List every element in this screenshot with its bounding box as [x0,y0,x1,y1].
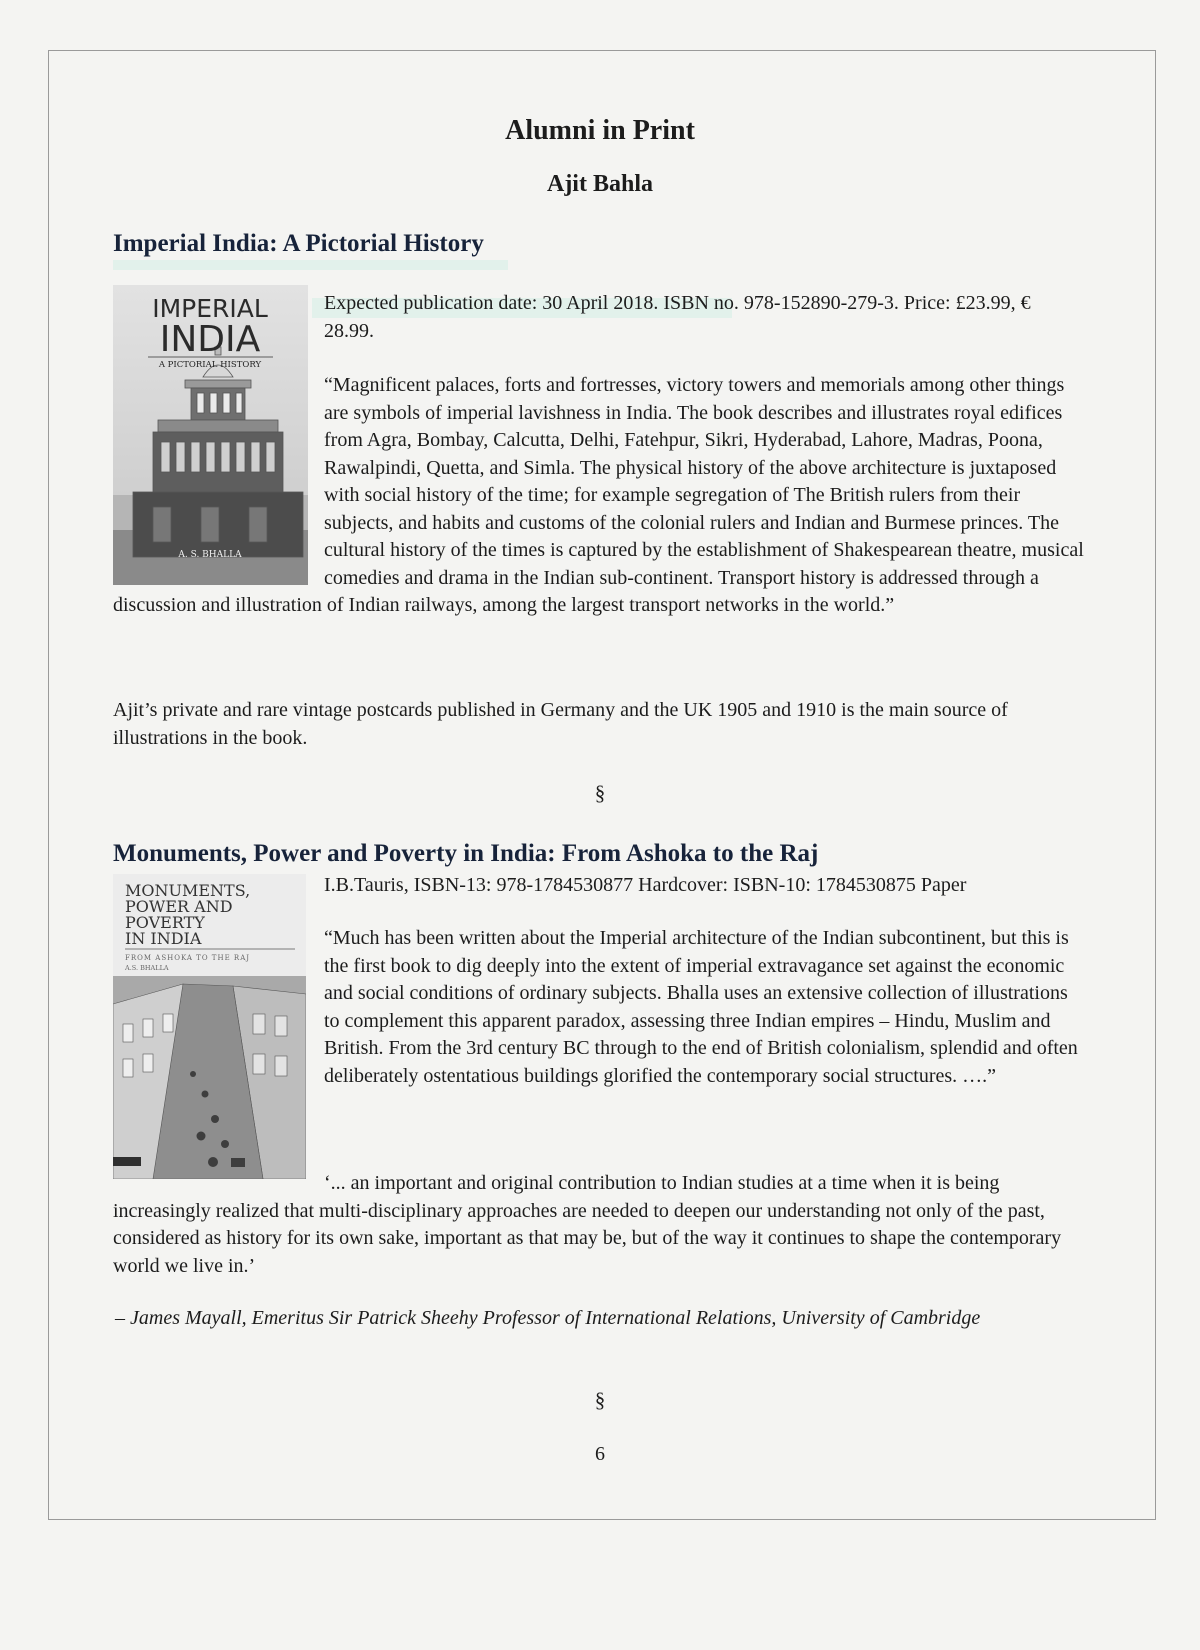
book1-title: Imperial India: A Pictorial History [113,230,484,257]
book1-cover-author: A. S. BHALLA [178,550,242,560]
page-number: 6 [595,1443,605,1465]
book2-cover-line4: IN INDIA [125,929,202,948]
book1-description: “Magnificent palaces, forts and fortresses, victory towers and memorials among other things are symbols of imperial lavishness in India. The book describes and illustrates royal edifices from Agra, Bombay, Calcutta, Delhi, Fatehpur, Sikri, Hyderabad, Lahore, Madras, Poona, Rawalpindi, Quetta, and Simla. The physical history of the above architecture is juxtaposed with social history of the time; for example segregation of The British rulers from their subjects, and habits and customs of the colonial rulers and Indian and Burmese princes. The cultural history of the times is captured by the establishment of Shakespearean theatre, musical comedies and drama in the Indian sub-continent. Transport history is addressed through a discussion and illustration of Indian railways, among the largest transport networks in the world.” [113,374,1084,616]
book2-title: Monuments, Power and Poverty in India: From Ashoka to the Raj [113,840,819,867]
page-title: Alumni in Print [505,115,695,146]
book2-attribution: – James Mayall, Emeritus Sir Patrick Sheehy Professor of International Relations, University of Cambridge [115,1307,981,1329]
book2-quote: ‘... an important and original contribution to Indian studies at a time when it is being increasingly realized that multi-disciplinary approaches are needed to deepen our understanding not only of the past, considered as history for its own sake, important as that may be, but of the way it continues to shape the contemporary world we live in.’ [113,1172,1062,1277]
book1-note: Ajit’s private and rare vintage postcards published in Germany and the UK 1905 and 1910 is the main source of illustrations in the book. [113,699,1008,749]
book1-pub-info: Expected publication date: 30 April 2018. ISBN no. 978-152890-279-3. Price: £23.99, € 28.99. [324,292,1031,342]
section-separator: § [594,781,606,805]
book1-cover-line3: A PICTORIAL HISTORY [158,360,262,370]
book2-description: “Much has been written about the Imperial architecture of the Indian subcontinent, but this is the first book to dig deeply into the extent of imperial extravagance set against the economic and social conditions of ordinary subjects. Bhalla uses an extensive collection of illustrations to complement this apparent paradox, assessing three Indian empires – Hindu, Muslim and British. From the 3rd century BC through to the end of British colonialism, splendid and often deliberately ostentatious buildings glorified the contemporary social structures. ….” [324,927,1078,1087]
book2-description-block [113,925,1088,1175]
book1-description-block [113,372,1088,620]
book1-cover-line2: INDIA [159,319,261,360]
page-author: Ajit Bahla [546,171,653,197]
book2-cover-author: A.S. BHALLA [125,964,169,972]
book2-cover-subtitle: FROM ASHOKA TO THE RAJ [125,954,251,962]
highlighter-mark [113,260,508,270]
book2-cover-line1: MONUMENTS, [125,881,251,900]
book2-pub-info: I.B.Tauris, ISBN-13: 978-1784530877 Hardcover: ISBN-10: 1784530875 Paper [324,874,967,896]
book2-cover-line2: POWER AND [125,897,233,916]
section-separator: § [594,1388,606,1412]
book2-quote-block [113,1170,1088,1280]
book2-cover-line3: POVERTY [125,913,205,932]
book1-cover-line1: IMPERIAL [152,294,268,323]
